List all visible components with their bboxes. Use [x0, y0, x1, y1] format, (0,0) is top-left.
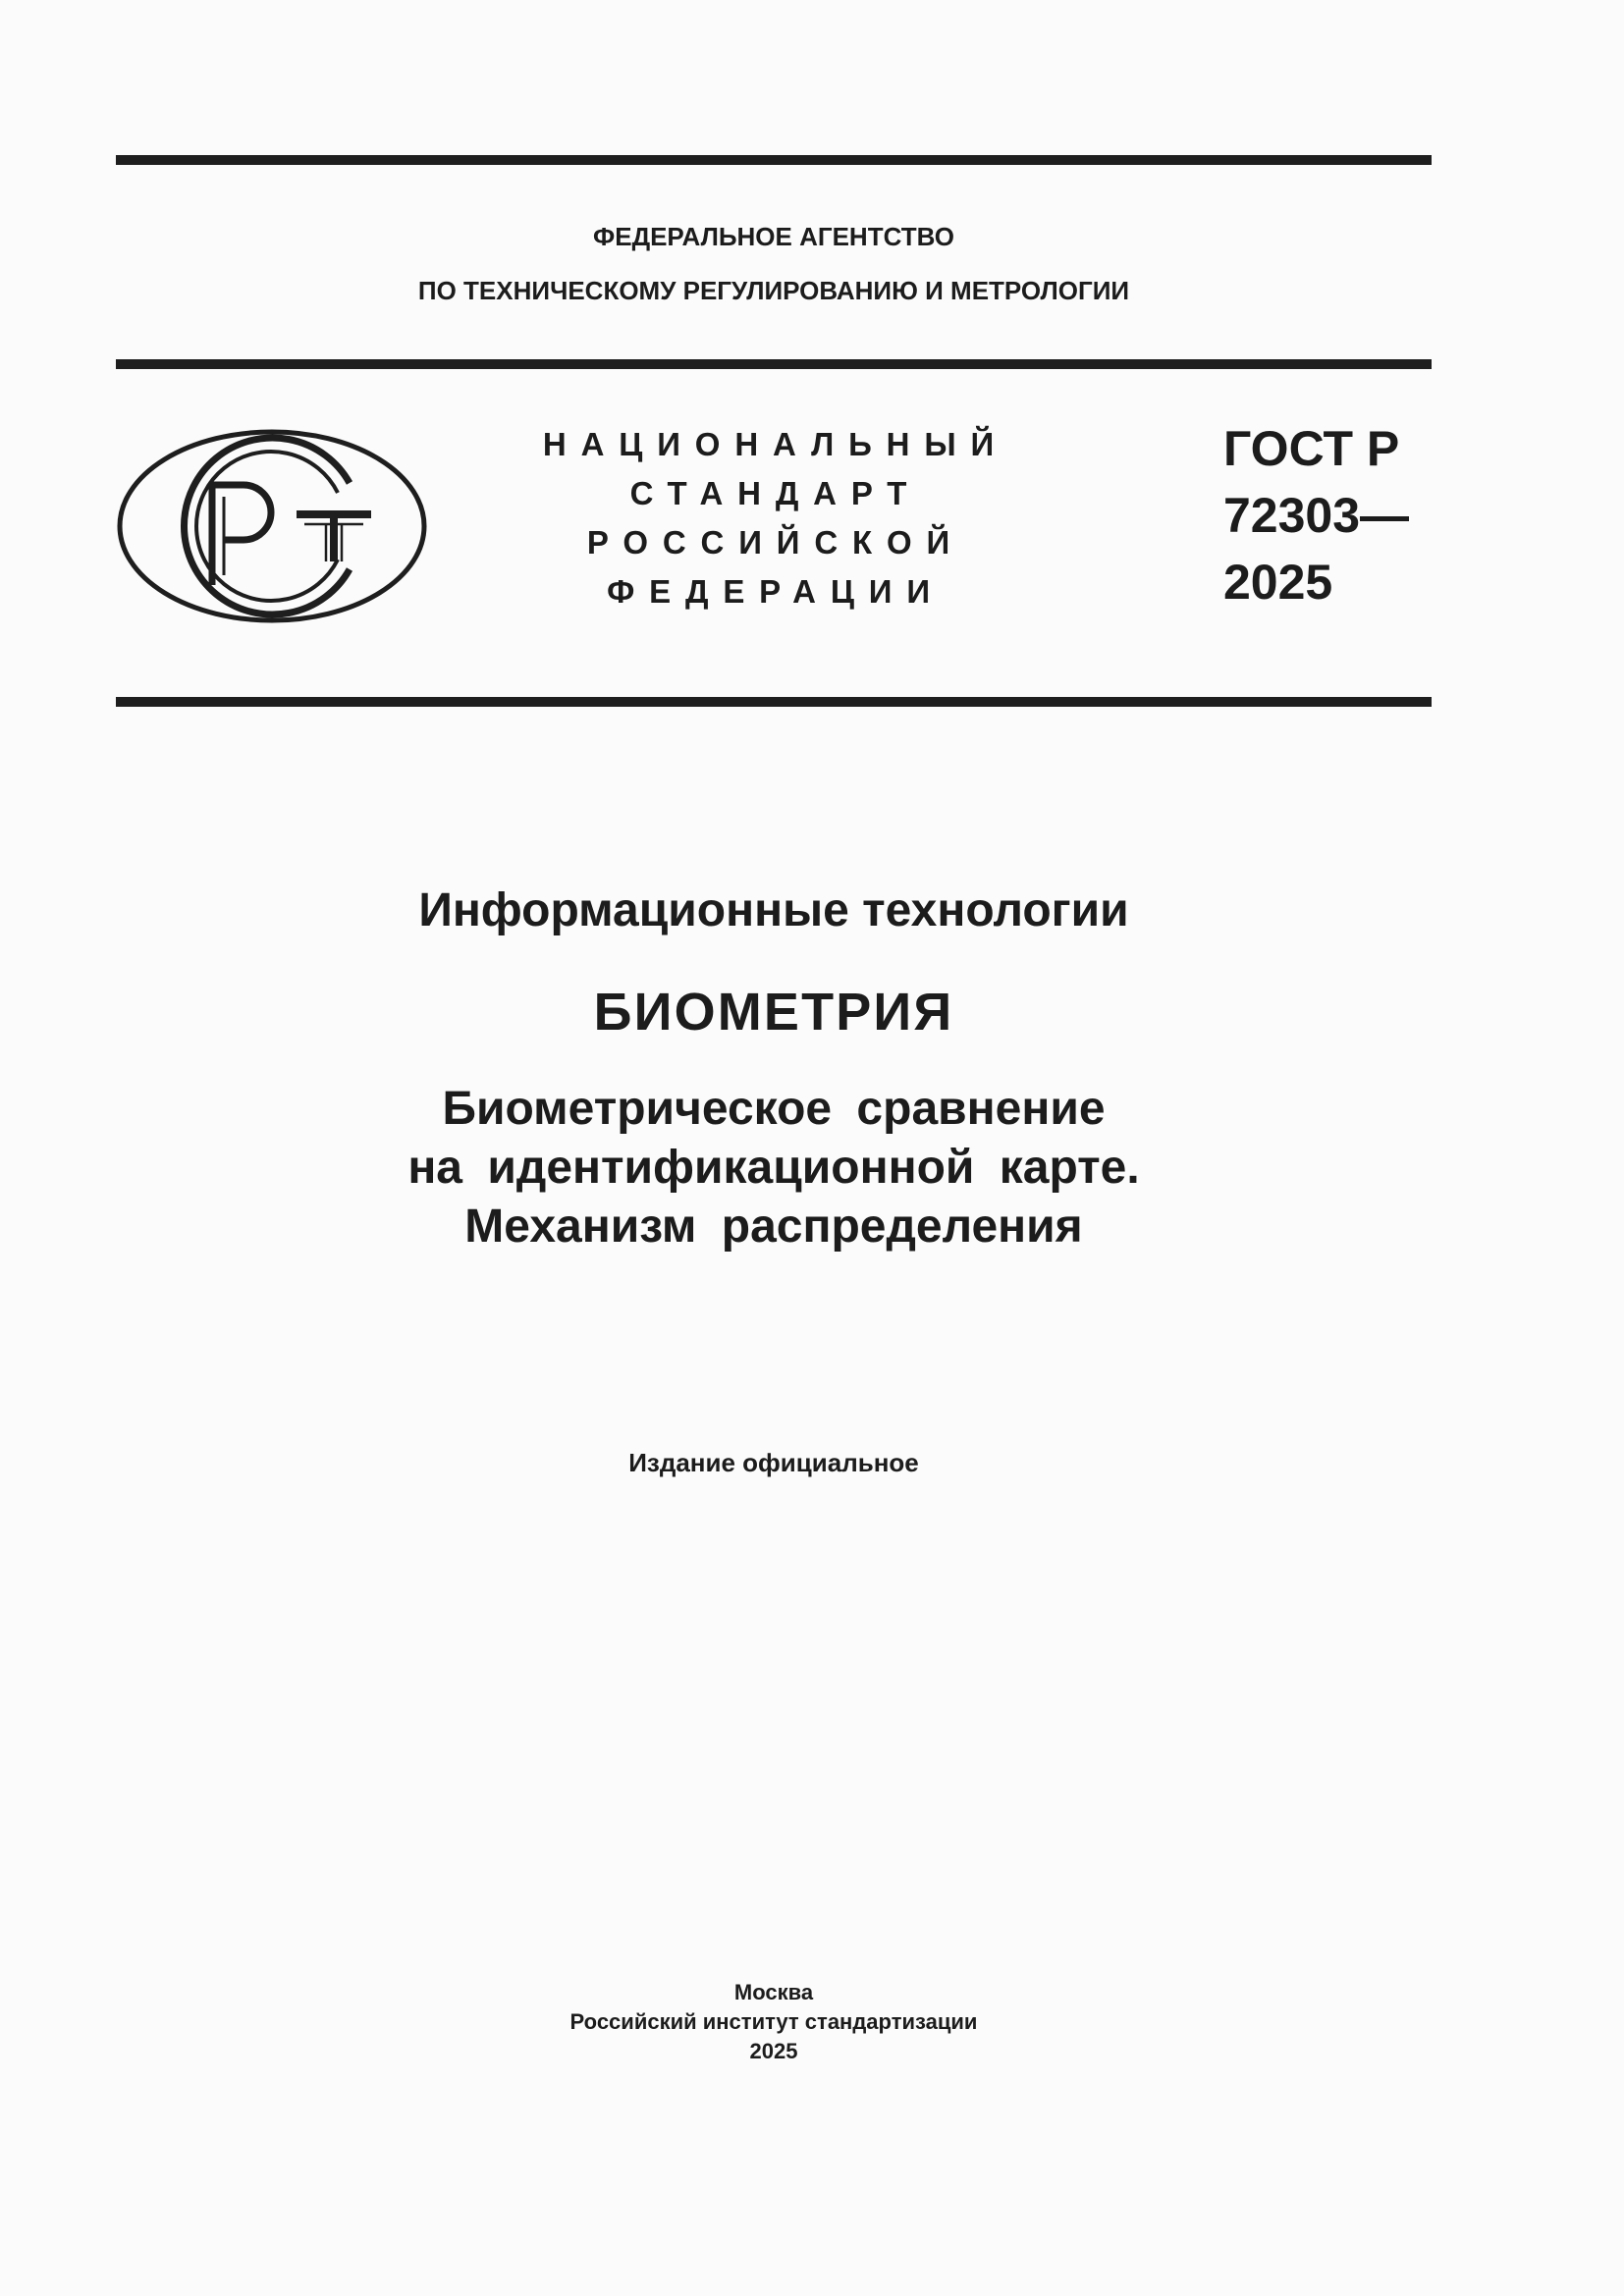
document-subject: Информационные технологии	[418, 884, 1129, 936]
imprint-city: Москва	[733, 1980, 814, 2004]
agency-name-line2: ПО ТЕХНИЧЕСКОМУ РЕГУЛИРОВАНИЮ И МЕТРОЛОГИИ	[417, 276, 1130, 305]
divider-rule	[116, 697, 1432, 707]
rst-emblem-icon	[116, 428, 428, 624]
designation-year: 2025	[1223, 555, 1333, 610]
document-main-title: БИОМЕТРИЯ	[593, 983, 954, 1041]
document-subtitle	[116, 1080, 1432, 1256]
subtitle-line1: Биометрическое сравнение	[442, 1083, 1106, 1135]
designation-number: 72303—	[1223, 488, 1410, 543]
subtitle-line3: Механизм распределения	[464, 1201, 1083, 1253]
imprint-block	[116, 1978, 1432, 2066]
agency-name-line1: ФЕДЕРАЛЬНОЕ АГЕНТСТВО	[593, 222, 954, 251]
national-standard-line4: ФЕДЕРАЦИИ	[607, 573, 945, 610]
imprint-publisher: Российский институт стандартизации	[569, 2009, 978, 2034]
designation-prefix: ГОСТ Р	[1223, 421, 1400, 476]
national-standard-line2: СТАНДАРТ	[629, 475, 922, 511]
national-standard-line3: РОССИЙСКОЙ	[586, 524, 965, 561]
subtitle-line2: на идентификационной карте.	[407, 1142, 1140, 1194]
national-standard-line1: НАЦИОНАЛЬНЫЙ	[542, 426, 1009, 462]
header-rule	[116, 359, 1432, 369]
edition-note: Издание официальное	[628, 1448, 919, 1477]
imprint-year: 2025	[749, 2039, 798, 2063]
top-rule	[116, 155, 1432, 165]
